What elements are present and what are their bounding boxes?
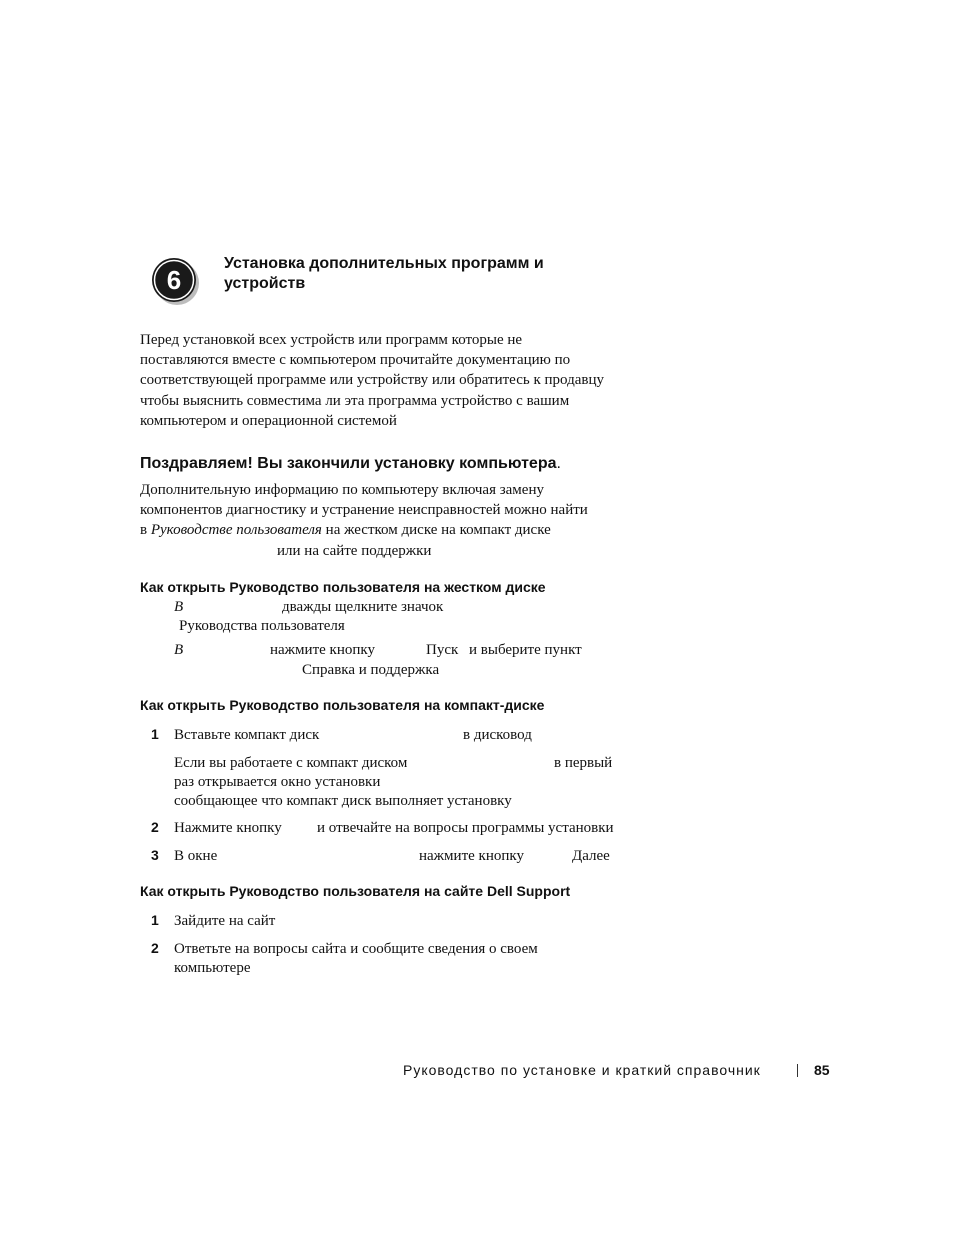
cd-step3-next: Далее — [572, 848, 610, 864]
chapter-title-line1: Установка дополнительных программ и — [224, 255, 544, 272]
hdd-item1-prefix: В — [174, 599, 184, 615]
cd-step1-drive: в дисковод — [463, 727, 532, 743]
cd-step2-answer: и отвечайте на вопросы программы установки — [317, 820, 614, 836]
congrats-line4: или на сайте поддержки — [277, 543, 432, 559]
cd-step2-number: 2 — [151, 819, 159, 835]
intro-line: соответствующей программе или устройству или обратитесь к продавцу — [140, 372, 604, 389]
chapter-title — [224, 254, 624, 294]
step-number-badge — [150, 256, 200, 306]
cd-step1-note-b: в первый — [554, 755, 613, 771]
intro-line: чтобы выяснить совместима ли эта программа устройство с вашим — [140, 392, 570, 409]
intro-line: поставляются вместе с компьютером прочитайте документацию по — [140, 352, 571, 369]
web-step1-text: Зайдите на сайт — [174, 913, 276, 929]
cd-step3-text: В окне — [174, 848, 218, 864]
cd-step1-note-c: раз открывается окно установки — [174, 774, 381, 790]
footer-separator — [797, 1064, 798, 1077]
web-step1-number: 1 — [151, 912, 159, 928]
hdd-item2-choose: и выберите пункт — [469, 642, 582, 658]
web-step2-line2: компьютере — [174, 960, 251, 976]
web-step2-line1: Ответьте на вопросы сайта и сообщите сведения о своем — [174, 941, 538, 957]
intro-line: компьютером и операционной системой — [140, 412, 397, 429]
hdd-item1-icon-name: Руководства пользователя — [179, 618, 345, 634]
cd-step3-press: нажмите кнопку — [419, 848, 524, 864]
cd-section-heading: Как открыть Руководство пользователя на компакт-диске — [140, 697, 545, 713]
intro-line: Перед установкой всех устройств или программ которые не — [140, 332, 523, 348]
congrats-paragraph — [140, 480, 640, 541]
congrats-line2: компонентов диагностику и устранение неисправностей можно найти — [140, 502, 588, 519]
hdd-item2-prefix: В — [174, 642, 184, 658]
cd-step3-number: 3 — [151, 847, 159, 863]
footer-title: Руководство по установке и краткий справочник — [403, 1062, 761, 1078]
step-number: 6 — [166, 265, 182, 295]
congrats-line1: Дополнительную информацию по компьютеру включая замену — [140, 482, 544, 498]
cd-step2-text: Нажмите кнопку — [174, 820, 282, 836]
hdd-section-heading: Как открыть Руководство пользователя на жестком диске — [140, 579, 546, 595]
congrats-heading: Поздравляем! Вы закончили установку компьютера. — [140, 455, 561, 472]
page-number: 85 — [814, 1062, 830, 1078]
hdd-item1-text: дважды щелкните значок — [282, 599, 444, 615]
chapter-title-line2: устройств — [224, 275, 306, 292]
cd-step1-text: Вставьте компакт диск — [174, 727, 320, 743]
web-section-heading: Как открыть Руководство пользователя на сайте Dell Support — [140, 883, 571, 899]
hdd-item2-help: Справка и поддержка — [302, 662, 440, 678]
cd-step1-note-d: сообщающее что компакт диск выполняет установку — [174, 793, 512, 809]
cd-step1-number: 1 — [151, 726, 159, 742]
hdd-item2-start: Пуск — [426, 642, 459, 658]
intro-paragraph — [140, 330, 640, 431]
cd-step1-note-a: Если вы работаете с компакт диском — [174, 755, 408, 771]
hdd-item2-text: нажмите кнопку — [270, 642, 375, 658]
web-step2-number: 2 — [151, 940, 159, 956]
congrats-line3: в Руководстве пользователя на жестком диске на компакт диске — [140, 522, 551, 539]
